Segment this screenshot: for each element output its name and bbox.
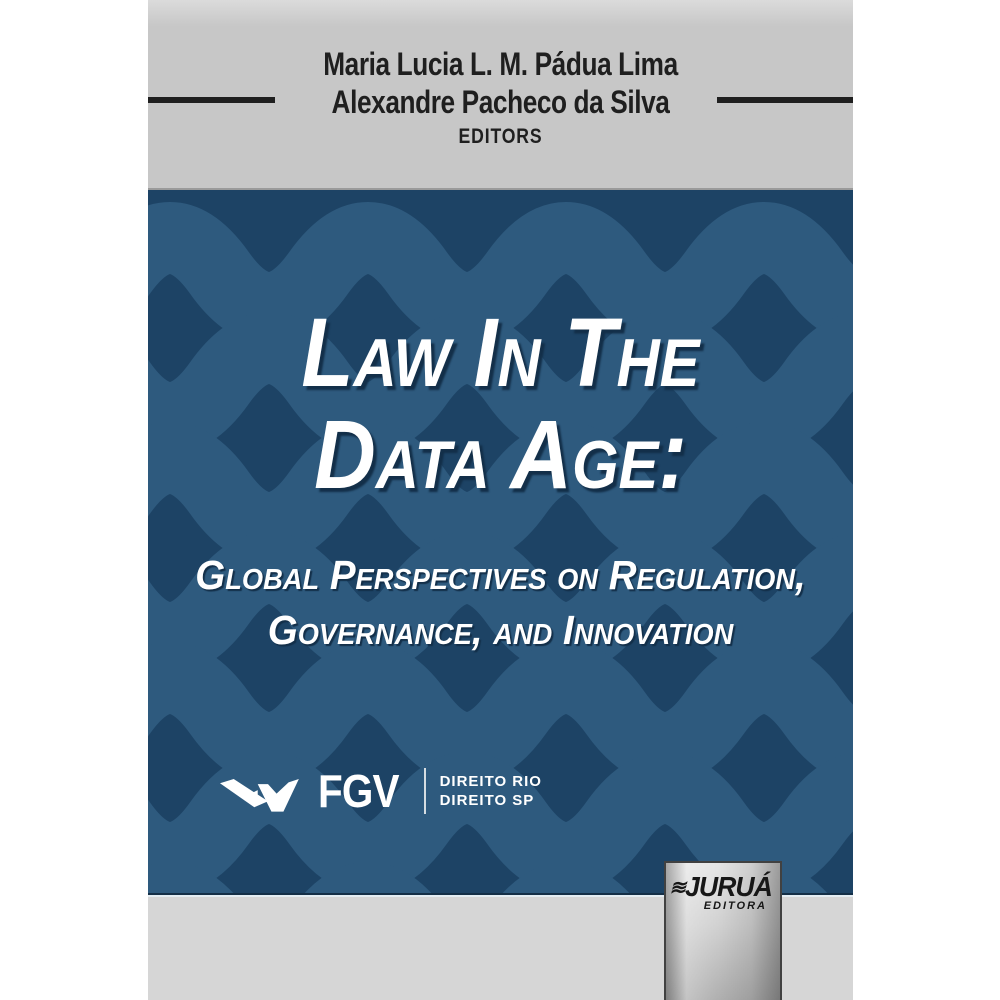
fgv-school-rio: DIREITO RIO xyxy=(439,773,542,790)
cover-art xyxy=(148,190,853,895)
editor-name-2: Alexandre Pacheco da Silva xyxy=(331,84,670,120)
book-title-line-1: Law In The xyxy=(301,298,700,407)
book-subtitle-line-2: Governance, and Innovation xyxy=(267,607,734,653)
book-title xyxy=(190,298,810,509)
book-cover xyxy=(148,0,853,1000)
editor-name-1: Maria Lucia L. M. Pádua Lima xyxy=(323,46,678,82)
jurua-wordmark: JURUÁ xyxy=(685,871,773,902)
book-subtitle-line-1: Global Perspectives on Regulation, xyxy=(195,552,806,598)
fgv-flag-icon xyxy=(208,767,304,815)
fgv-schools xyxy=(440,773,542,809)
fgv-divider xyxy=(424,768,426,814)
editors-label: EDITORS xyxy=(458,125,543,148)
book-title-line-2: Data Age: xyxy=(314,400,687,509)
left-rule xyxy=(148,97,275,103)
fgv-logo xyxy=(208,764,542,818)
jurua-waves-icon: ≋ xyxy=(669,876,685,899)
fgv-wordmark: FGV xyxy=(318,765,399,817)
jurua-logo xyxy=(666,871,780,903)
fgv-school-sp: DIREITO SP xyxy=(439,792,535,809)
right-rule xyxy=(717,97,853,103)
book-subtitle xyxy=(169,548,832,658)
jurua-editora-label: EDITORA xyxy=(703,900,767,912)
editors-band xyxy=(148,0,853,190)
publisher-strip xyxy=(664,861,782,1000)
